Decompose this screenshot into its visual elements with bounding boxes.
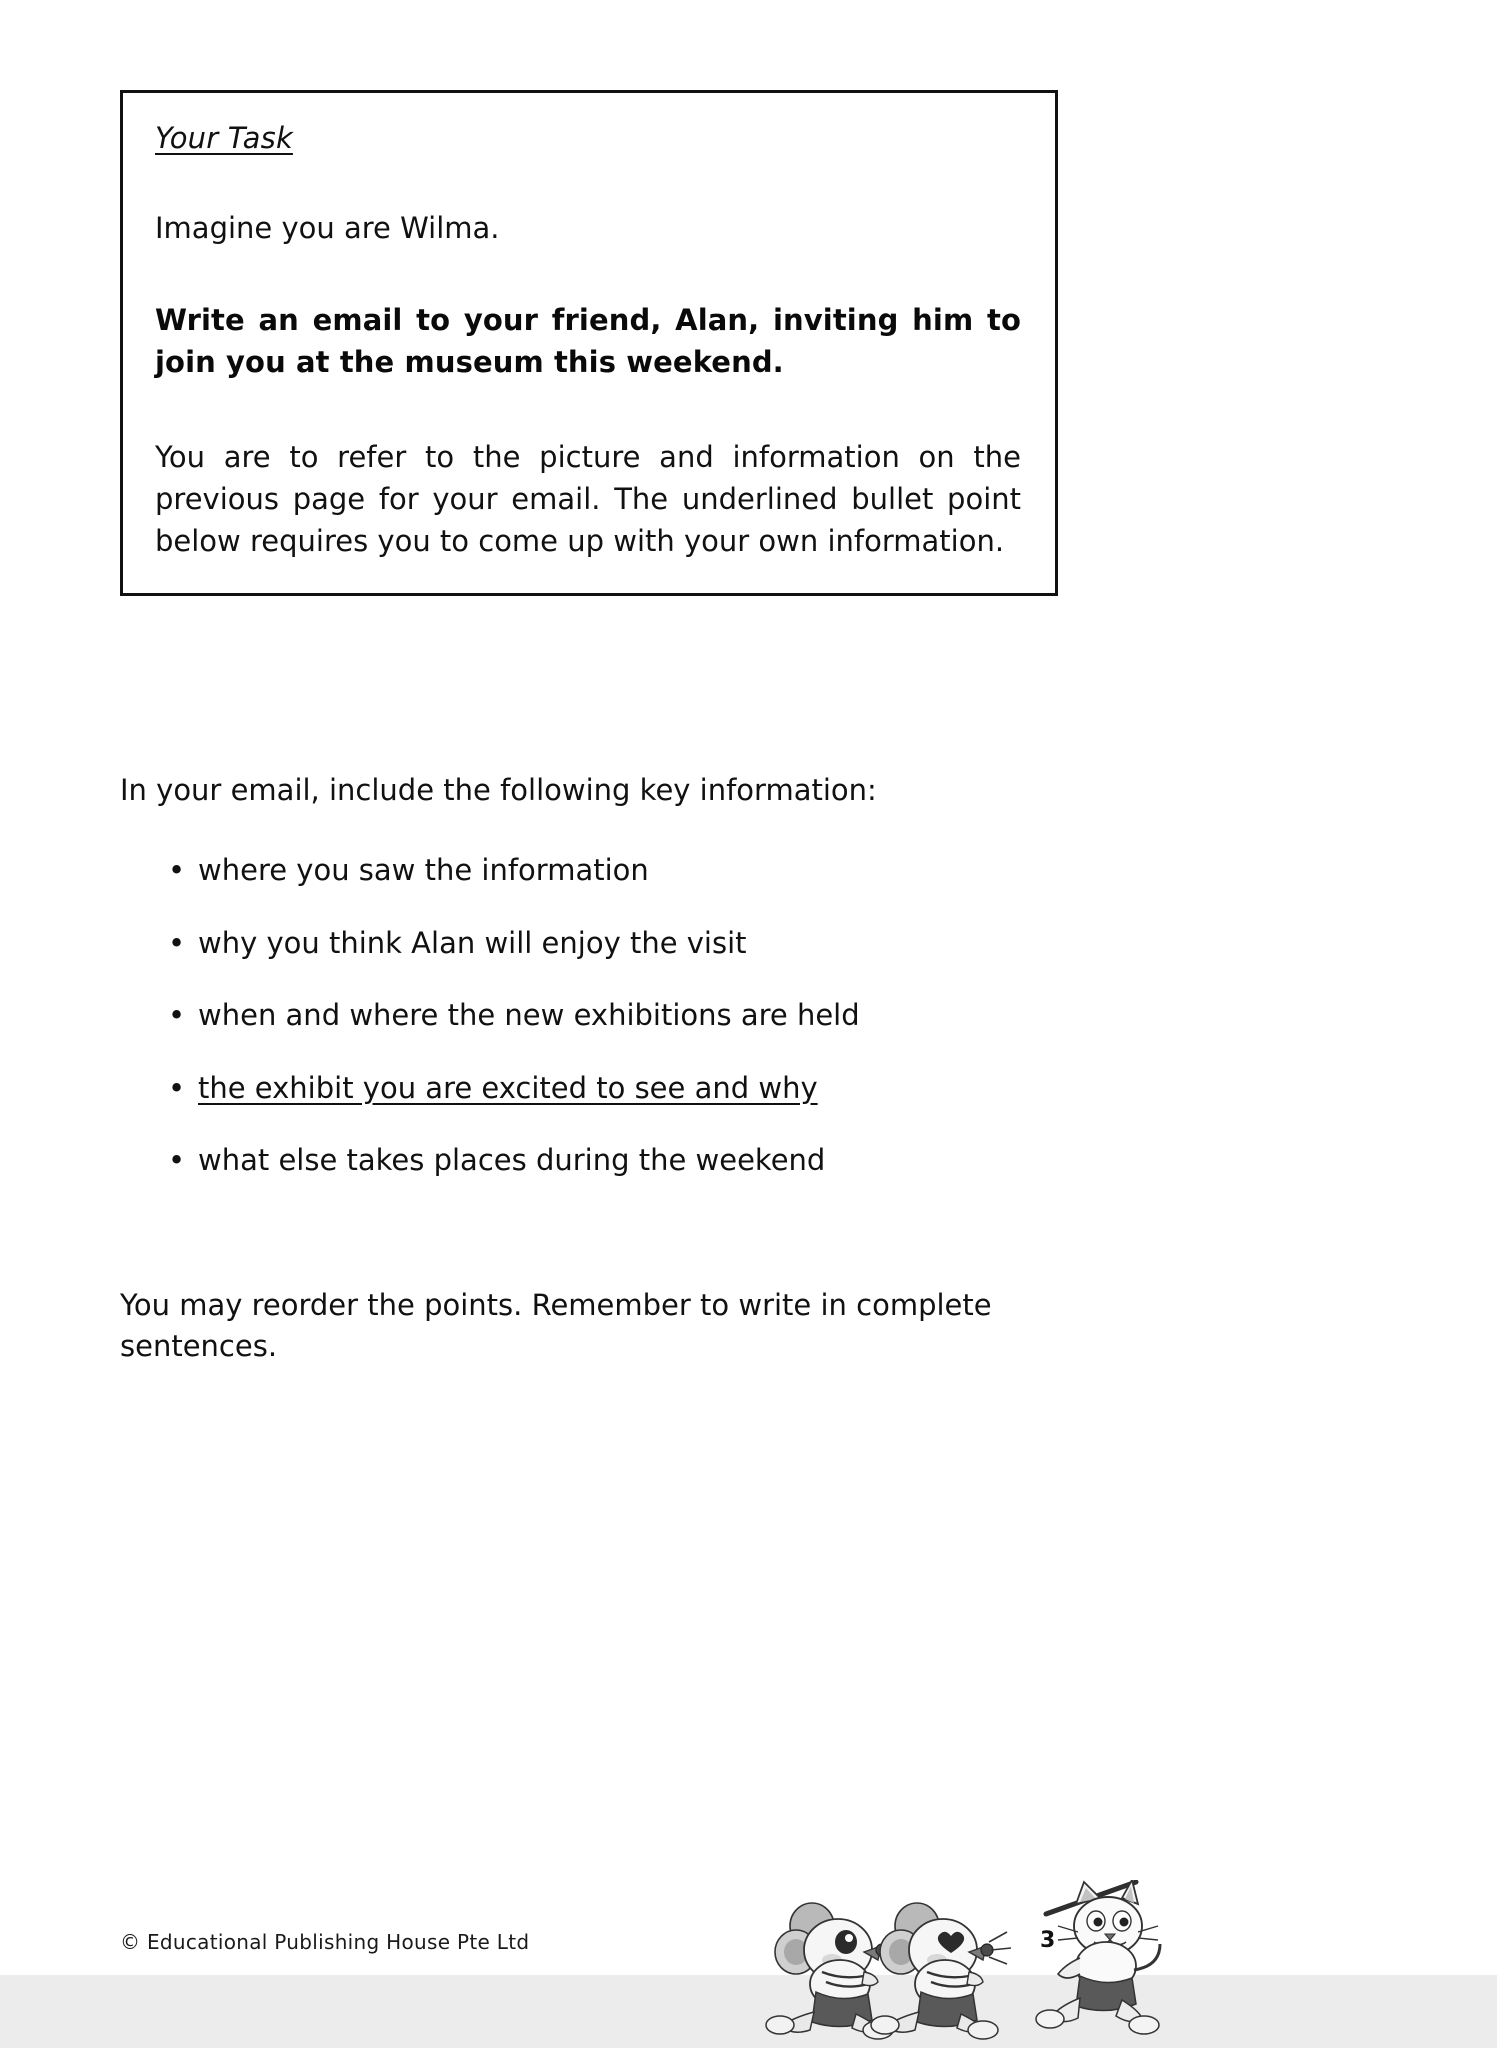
list-item-label: the exhibit you are excited to see and why: [198, 1070, 818, 1105]
task-box-instruction: Write an email to your friend, Alan, inviting him to join you at the museum this weekend.: [155, 303, 1021, 380]
bullet-marker-icon: •: [168, 1070, 186, 1105]
list-item: [120, 1140, 1060, 1181]
footer-mascot-illustration: [760, 1880, 1260, 2048]
list-item-label: what else takes places during the weekend: [198, 1143, 826, 1178]
list-item-label: where you saw the information: [198, 853, 649, 887]
list-item-underlined: [120, 1068, 1060, 1109]
task-box-intro: Imagine you are Wilma.: [155, 211, 500, 245]
bullet-marker-icon: •: [168, 1143, 186, 1178]
closing-instruction: You may reorder the points. Remember to write in complete sentences.: [120, 1288, 992, 1363]
list-item: [120, 850, 1060, 891]
list-item-label: why you think Alan will enjoy the visit: [198, 925, 747, 960]
chasing-cat-icon: [1036, 1880, 1160, 2034]
bullet-marker-icon: •: [168, 998, 186, 1033]
footer-ground-strip: [0, 1975, 1497, 2048]
copyright-notice: © Educational Publishing House Pte Ltd: [120, 1930, 530, 1954]
task-box-heading: Your Task: [155, 121, 293, 155]
task-box-reference-note: You are to refer to the picture and information on the previous page for your email. The underlined bullet point below requires you to come up with your own information.: [155, 439, 1021, 559]
list-item: [120, 995, 1060, 1036]
list-item-label: when and where the new exhibitions are held: [198, 998, 860, 1033]
bullet-marker-icon: •: [168, 925, 186, 960]
running-mouse-icon: [871, 1903, 1011, 2039]
page-number: 3: [1040, 1928, 1056, 1953]
list-item: [120, 923, 1060, 964]
key-information-list: [120, 850, 1060, 1213]
task-box: [120, 90, 1058, 596]
bullet-marker-icon: •: [168, 853, 186, 887]
key-information-intro: In your email, include the following key information:: [120, 773, 877, 807]
